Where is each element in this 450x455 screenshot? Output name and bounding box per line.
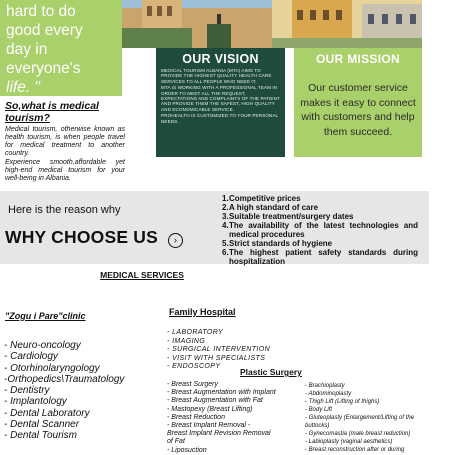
medical-tourism-body xyxy=(5,126,125,184)
list-item: - Breast Implant Removal - xyxy=(167,422,251,430)
medical-tourism-paragraph: Experience smooth,affordable yet high-end medical tourism for your well-being in Albania. xyxy=(5,159,125,182)
why-choose-subtitle: Here is the reason why xyxy=(8,204,121,216)
reason-item xyxy=(222,212,418,221)
medical-tourism-title-line: So,what is medical xyxy=(5,100,99,112)
zogu-services-list xyxy=(4,340,124,442)
chevron-right-circle-icon[interactable]: › xyxy=(168,233,183,248)
hero-photo xyxy=(122,0,422,48)
mission-title: OUR MISSION xyxy=(316,52,400,66)
list-item: - Dental Scanner xyxy=(4,419,80,431)
list-item: - Gynecomastia (male breast reduction) xyxy=(305,431,411,437)
list-item: - VISIT WITH SPECIALISTS xyxy=(167,354,266,362)
medical-tourism-title xyxy=(5,100,99,124)
medical-tourism-paragraph: Medical tourism, otherwise known as health tourism, is when people travel for medical treatment to another country. xyxy=(5,126,125,157)
reason-number: 3. xyxy=(222,212,229,221)
reason-text: The availability of the latest technologies and medical procedures xyxy=(229,221,418,239)
hero-quote xyxy=(6,2,122,97)
hero-quote-line: day in xyxy=(6,41,48,58)
vision-paragraph: MTA IS WORKING WITH A PROFESSIONAL TEAM IN ORDER TO MEET ALL THE REQUEST, EXPECTATIONS AND COMPLAINTS OF THE PATIENT AND PROVIDE THEM THE SAFEST, HIGH QUALITY AND ECONOMICABLE SERVICE. xyxy=(161,85,280,112)
reason-item xyxy=(222,248,418,266)
hero-quote-line: good every xyxy=(6,22,83,39)
vision-title: OUR VISION xyxy=(182,52,259,66)
medical-services-title: MEDICAL SERVICES xyxy=(100,270,184,280)
list-item: - ENDOSCOPY xyxy=(167,363,221,370)
list-item: - Neuro-oncology xyxy=(4,340,81,351)
reason-item xyxy=(222,239,418,248)
list-item: buttocks) xyxy=(305,423,330,429)
reason-text: The highest patient safety standards during hospitalization xyxy=(229,248,418,266)
zogu-clinic-title: "Zogu i Pare"clinic xyxy=(5,311,86,321)
reason-item xyxy=(222,194,418,203)
reason-number: 2. xyxy=(222,203,229,212)
list-item: - Breast Surgery xyxy=(167,381,218,388)
list-item: - Dental Tourism xyxy=(4,430,77,442)
vision-panel xyxy=(156,48,285,157)
list-item: - Cardiology xyxy=(4,351,58,363)
hero-quote-line: hard to do xyxy=(6,3,76,20)
list-item: - Body Lift xyxy=(305,407,333,413)
reason-text: Suitable treatment/surgery dates xyxy=(229,212,354,221)
list-item: - Otorhinolaryngology xyxy=(4,362,100,374)
reason-number: 1. xyxy=(222,194,229,203)
list-item: of Fat xyxy=(167,438,185,446)
list-item: - Breast Augmentation with Implant xyxy=(167,389,276,397)
plastic-surgery-list-right xyxy=(305,382,448,454)
list-item: - Thigh Lift (Lifting of thighs) xyxy=(305,399,380,405)
list-item: - Mastopexy (Breast Lifting) xyxy=(167,405,253,413)
reason-number: 6. xyxy=(222,248,229,257)
reason-text: Competitive prices xyxy=(229,194,301,203)
list-item: - Breast reconstruction after or during xyxy=(305,447,405,453)
list-item: - Breast Reduction xyxy=(167,413,225,421)
list-item: - Brachioplasty xyxy=(305,383,345,389)
hero-quote-line: everyone's xyxy=(6,60,81,77)
mission-body: Our customer service makes it easy to connect with customers and help them succeed. xyxy=(300,82,416,138)
vision-paragraph: MEDICAL TOURISM ALBANIA (MTA) AIMS TO PROVIDE THE HIGHEST QUALITY HEALTH CARE SERVICES TO ALL PEOPLE WHO NEED IT. xyxy=(161,68,272,84)
why-choose-heading: WHY CHOOSE US xyxy=(5,227,158,247)
hero-quote-line: life. " xyxy=(6,79,40,96)
list-item: Breast Implant Revision Removal xyxy=(167,430,271,438)
plastic-surgery-title: Plastic Surgery xyxy=(240,367,302,377)
city-building-photo xyxy=(122,0,422,48)
mission-panel xyxy=(294,48,422,157)
list-item: - Dental Laboratory xyxy=(4,407,90,419)
list-item: - Dentistry xyxy=(4,385,50,397)
family-hospital-title: Family Hospital xyxy=(169,307,236,317)
medical-tourism-title-line: tourism? xyxy=(5,112,50,124)
list-item: - Liposuction xyxy=(167,446,207,454)
family-services-list xyxy=(167,329,270,372)
list-item: - Gluteoplasty (Enlargement/Lifting of the xyxy=(305,415,415,421)
list-item: - SURGICAL INTERVENTION xyxy=(167,346,271,353)
reason-item xyxy=(222,221,418,239)
vision-paragraph: PROHEALTH IS CUSTOMIZED TO YOUR PERSONAL NEEDS. xyxy=(161,113,278,124)
list-item: - Abdominoplasty xyxy=(305,391,352,397)
reason-number: 4. xyxy=(222,221,229,230)
list-item: - LABORATORY xyxy=(167,329,224,336)
vision-body xyxy=(161,68,281,125)
list-item: - Labioplasty (vaginal aesthetics) xyxy=(305,439,393,445)
list-item: - Implantology xyxy=(4,396,67,408)
plastic-surgery-list-left xyxy=(167,381,302,455)
list-item: - Breast Augmentation with Fat xyxy=(167,397,263,405)
reason-item xyxy=(222,203,418,212)
list-item: - IMAGING xyxy=(167,337,206,345)
why-choose-panel xyxy=(0,191,429,264)
reasons-list xyxy=(222,194,418,266)
reason-number: 5. xyxy=(222,239,229,248)
reason-text: Strict standards of hygiene xyxy=(229,239,333,248)
list-item: -Orthopedics\Traumatology xyxy=(4,373,125,385)
reason-text: A high standard of care xyxy=(229,203,319,212)
